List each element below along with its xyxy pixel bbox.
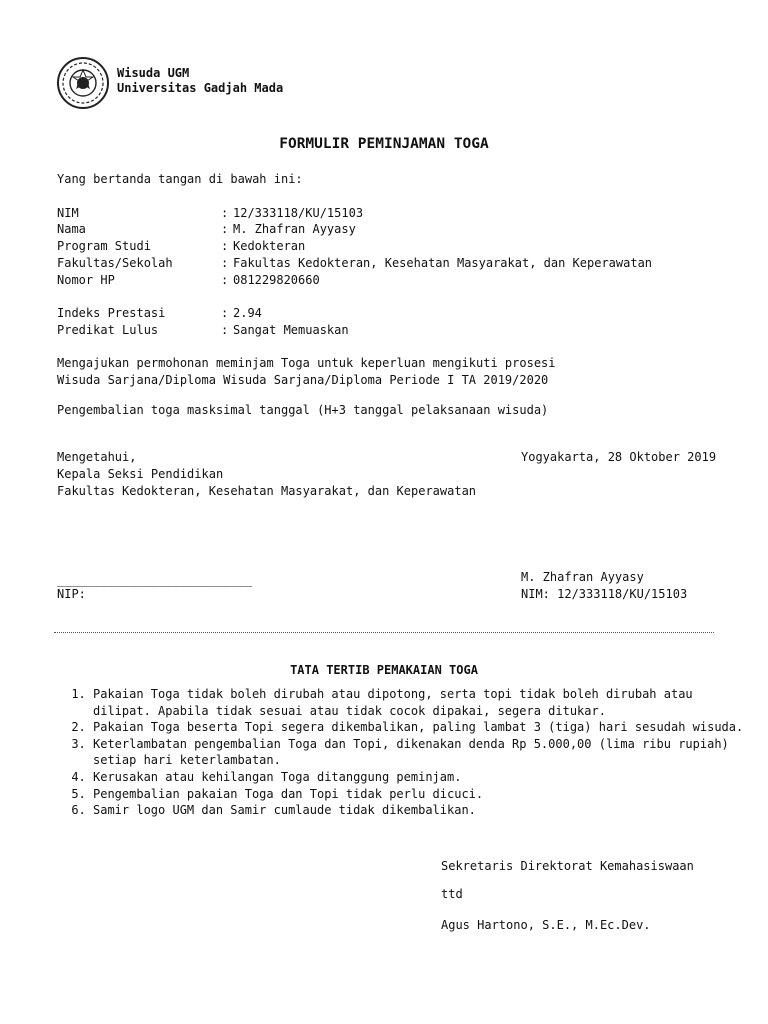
signature-line: ___________________________ [57,573,253,587]
field-value-nim: 12/333118/KU/15103 [233,206,364,220]
rules-title: TATA TERTIB PEMAKAIAN TOGA [290,663,478,677]
field-value-fakultas: Fakultas Kedokteran, Kesehatan Masyarakat, dan Keperawatan [233,256,653,270]
request-line-2: Wisuda Sarjana/Diploma Wisuda Sarjana/Diploma Periode I TA 2019/2020 [57,373,549,387]
acknowledge-line-3: Fakultas Kedokteran, Kesehatan Masyarakat, dan Keperawatan [57,484,477,498]
rule-item: 5. Pengembalian pakaian Toga dan Topi tidak perlu dicuci. [93,786,753,803]
rule-item: 1. Pakaian Toga tidak boleh dirubah atau dipotong, serta topi tidak boleh dirubah atau dilipat. Apabila tidak sesuai atau tidak cocok dipakai, segera ditukar. [93,686,753,719]
field-value-indeks-prestasi: 2.94 [233,306,262,320]
field-value-nama: M. Zhafran Ayyasy [233,222,356,236]
field-value-predikat-lulus: Sangat Memuaskan [233,323,349,337]
request-line-1: Mengajukan permohonan meminjam Toga untuk keperluan mengikuti prosesi [57,356,556,370]
field-label-program-studi: Program Studi [57,239,151,253]
acknowledge-line-1: Mengetahui, [57,450,137,464]
header-org-line1: Wisuda UGM [117,66,190,80]
footer-position: Sekretaris Direktorat Kemahasiswaan [441,859,694,873]
intro-text: Yang bertanda tangan di bawah ini: [57,172,303,186]
ugm-seal-icon [56,56,110,110]
field-colon: : [221,273,229,287]
field-colon: : [221,222,229,236]
field-value-nomor-hp: 081229820660 [233,273,320,287]
field-colon: : [221,239,229,253]
applicant-nim: NIM: 12/333118/KU/15103 [521,587,688,601]
header-org [117,66,283,96]
return-note: Pengembalian toga masksimal tanggal (H+3 tanggal pelaksanaan wisuda) [57,403,549,417]
rules-list [57,686,753,819]
place-date: Yogyakarta, 28 Oktober 2019 [521,450,717,464]
field-label-fakultas: Fakultas/Sekolah [57,256,173,270]
field-label-nomor-hp: Nomor HP [57,273,115,287]
rule-item: 4. Kerusakan atau kehilangan Toga ditanggung peminjam. [93,769,753,786]
footer-signed: ttd [441,887,463,901]
field-label-nim: NIM [57,206,79,220]
header-org-line2: Universitas Gadjah Mada [117,81,284,95]
dotted-divider [54,632,714,633]
footer-name: Agus Hartono, S.E., M.Ec.Dev. [441,918,651,932]
nip-label: NIP: [57,587,86,601]
rule-item: 6. Samir logo UGM dan Samir cumlaude tidak dikembalikan. [93,802,753,819]
rule-item: 3. Keterlambatan pengembalian Toga dan Topi, dikenakan denda Rp 5.000,00 (lima ribu rupiah) setiap hari keterlambatan. [93,736,753,769]
field-colon: : [221,256,229,270]
field-label-indeks-prestasi: Indeks Prestasi [57,306,166,320]
field-label-nama: Nama [57,222,86,236]
rule-item: 2. Pakaian Toga beserta Topi segera dikembalikan, paling lambat 3 (tiga) hari sesudah wisuda. [93,719,753,736]
acknowledge-line-2: Kepala Seksi Pendidikan [57,467,224,481]
field-label-predikat-lulus: Predikat Lulus [57,323,159,337]
field-colon: : [221,306,229,320]
field-colon: : [221,323,229,337]
applicant-name: M. Zhafran Ayyasy [521,570,644,584]
field-colon: : [221,206,229,220]
page-title: FORMULIR PEMINJAMAN TOGA [279,136,489,152]
field-value-program-studi: Kedokteran [233,239,306,253]
